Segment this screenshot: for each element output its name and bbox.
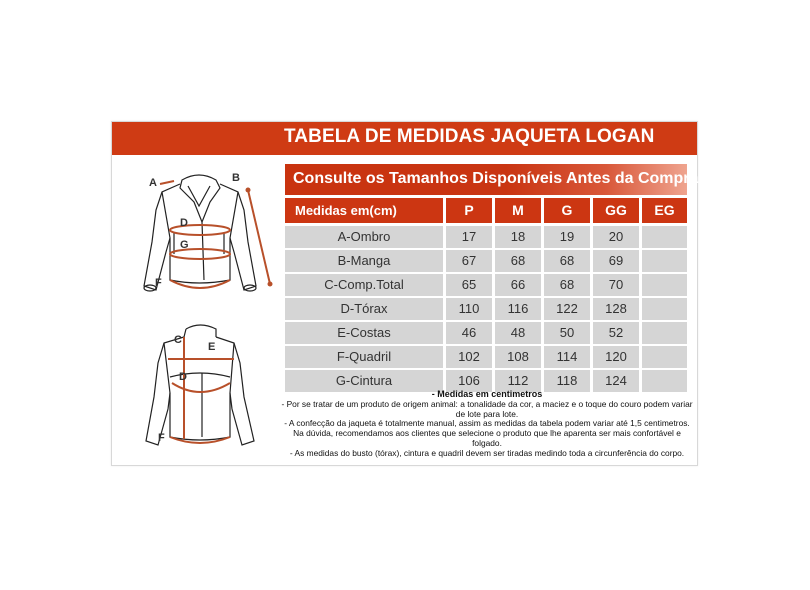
cell-gg: 128 bbox=[593, 298, 639, 320]
cell-g: 114 bbox=[544, 346, 590, 368]
notes bbox=[278, 390, 696, 459]
note-line: - Por se tratar de um produto de origem animal: a tonalidade da cor, a maciez e o toque do couro podem variar de lote para lote. bbox=[281, 398, 693, 419]
column-header-gg: GG bbox=[593, 198, 639, 223]
cell-eg bbox=[642, 370, 687, 392]
cell-g: 122 bbox=[544, 298, 590, 320]
row-label: G-Cintura bbox=[285, 370, 443, 392]
cell-m: 112 bbox=[495, 370, 541, 392]
page-title: TABELA DE MEDIDAS JAQUETA LOGAN bbox=[284, 126, 655, 147]
cell-g: 50 bbox=[544, 322, 590, 344]
note-line: - A confecção da jaqueta é totalmente manual, assim as medidas da tabela podem variar até 1,5 centimetros. Na dúvida, recomendamos aos clientes que selecione o produto que lhe aparenta ser mais confortável e folgado. bbox=[284, 418, 690, 448]
cell-p: 67 bbox=[446, 250, 492, 272]
row-label: F-Quadril bbox=[285, 346, 443, 368]
label-g: G bbox=[180, 239, 189, 251]
cell-gg: 120 bbox=[593, 346, 639, 368]
cell-eg bbox=[642, 226, 687, 248]
subtitle-text: Consulte os Tamanhos Disponíveis Antes da Compra bbox=[293, 170, 699, 187]
column-header-eg: EG bbox=[642, 198, 687, 223]
label-e: E bbox=[208, 341, 216, 353]
cell-gg: 69 bbox=[593, 250, 639, 272]
subtitle-banner bbox=[285, 164, 699, 195]
cell-gg: 124 bbox=[593, 370, 639, 392]
cell-eg bbox=[642, 322, 687, 344]
cell-m: 18 bbox=[495, 226, 541, 248]
cell-m: 108 bbox=[495, 346, 541, 368]
jacket-front-diagram bbox=[124, 162, 274, 302]
cell-g: 118 bbox=[544, 370, 590, 392]
cell-eg bbox=[642, 346, 687, 368]
cell-p: 17 bbox=[446, 226, 492, 248]
label-a: A bbox=[149, 177, 157, 189]
row-label: C-Comp.Total bbox=[285, 274, 443, 296]
label-c: C bbox=[174, 334, 182, 346]
cell-p: 46 bbox=[446, 322, 492, 344]
label-d-front: D bbox=[180, 217, 188, 229]
row-label: D-Tórax bbox=[285, 298, 443, 320]
note-line: - As medidas do busto (tórax), cintura e quadril devem ser tiradas medindo toda a circunferência do corpo. bbox=[289, 447, 685, 458]
cell-p: 102 bbox=[446, 346, 492, 368]
cell-eg bbox=[642, 250, 687, 272]
title-bar bbox=[112, 122, 697, 155]
notes-heading: - Medidas em centimetros bbox=[431, 389, 543, 399]
cell-g: 19 bbox=[544, 226, 590, 248]
cell-p: 110 bbox=[446, 298, 492, 320]
cell-eg bbox=[642, 274, 687, 296]
row-label: B-Manga bbox=[285, 250, 443, 272]
cell-m: 66 bbox=[495, 274, 541, 296]
label-b: B bbox=[232, 172, 240, 184]
column-header-m: M bbox=[495, 198, 541, 223]
cell-m: 116 bbox=[495, 298, 541, 320]
column-header-g: G bbox=[544, 198, 590, 223]
row-label: A-Ombro bbox=[285, 226, 443, 248]
cell-gg: 70 bbox=[593, 274, 639, 296]
cell-m: 68 bbox=[495, 250, 541, 272]
column-header-p: P bbox=[446, 198, 492, 223]
cell-eg bbox=[642, 298, 687, 320]
label-d-back: D bbox=[179, 371, 187, 383]
label-f-back: F bbox=[158, 432, 165, 444]
cell-p: 106 bbox=[446, 370, 492, 392]
label-f-front: F bbox=[155, 277, 162, 289]
size-chart-card bbox=[111, 121, 698, 466]
jacket-back-diagram bbox=[124, 317, 274, 457]
row-label: E-Costas bbox=[285, 322, 443, 344]
cell-gg: 52 bbox=[593, 322, 639, 344]
cell-g: 68 bbox=[544, 274, 590, 296]
column-header-measure: Medidas em(cm) bbox=[285, 198, 443, 223]
cell-gg: 20 bbox=[593, 226, 639, 248]
cell-g: 68 bbox=[544, 250, 590, 272]
cell-p: 65 bbox=[446, 274, 492, 296]
cell-m: 48 bbox=[495, 322, 541, 344]
